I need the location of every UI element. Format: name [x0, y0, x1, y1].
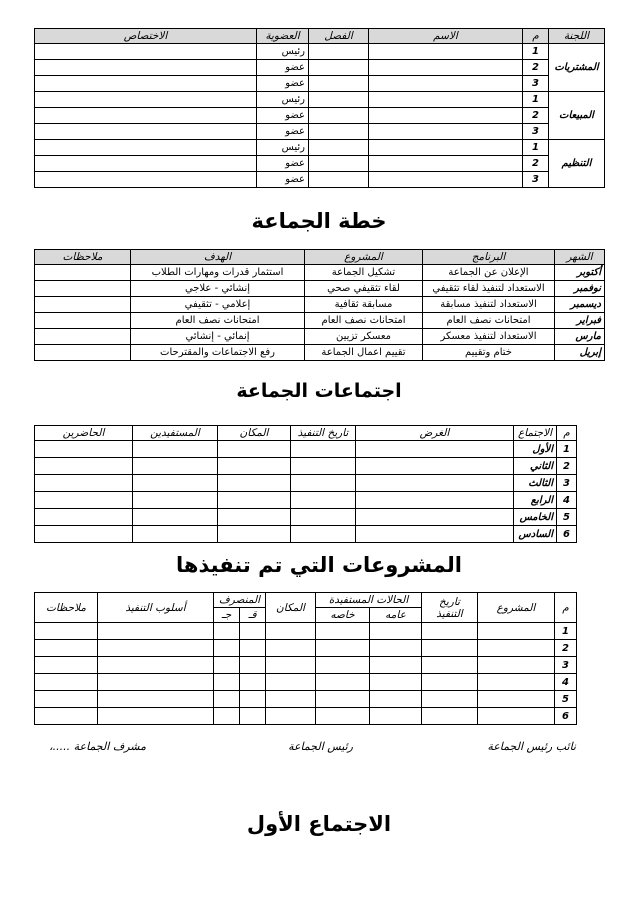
- project-private-cell: [316, 640, 370, 657]
- header-notes: ملاحظات: [35, 593, 98, 623]
- member-role: عضو: [257, 172, 309, 188]
- header-qirsh: قـ: [240, 608, 266, 623]
- member-specialty-cell: [35, 76, 257, 92]
- project-public-cell: [370, 657, 422, 674]
- project-qirsh-cell: [240, 691, 266, 708]
- member-name-cell: [369, 124, 523, 140]
- meeting-place-cell: [218, 492, 291, 509]
- plan-project: تقييم اعمال الجماعة: [305, 345, 423, 361]
- project-num: 3: [555, 657, 577, 674]
- project-notes-cell: [35, 657, 98, 674]
- member-role: رئيس: [257, 140, 309, 156]
- meeting-name: السادس: [514, 526, 557, 543]
- meeting-name: الرابع: [514, 492, 557, 509]
- member-name-cell: [369, 156, 523, 172]
- meeting-date-cell: [291, 441, 356, 458]
- plan-row: [35, 297, 605, 313]
- project-name-cell: [478, 623, 555, 640]
- meetings-header-row: [35, 426, 577, 441]
- header-meeting: الاجتماع: [514, 426, 557, 441]
- meeting-place-cell: [218, 475, 291, 492]
- project-name-cell: [478, 640, 555, 657]
- project-place-cell: [266, 691, 316, 708]
- plan-goal: إنشائي - علاجي: [131, 281, 305, 297]
- member-specialty-cell: [35, 172, 257, 188]
- footer-title: الاجتماع الأول: [246, 812, 392, 836]
- header-method: أسلوب التنفيذ: [97, 593, 213, 623]
- member-num: 1: [523, 140, 549, 156]
- member-num: 1: [523, 92, 549, 108]
- project-date-cell: [422, 623, 478, 640]
- project-place-cell: [266, 674, 316, 691]
- meeting-purpose-cell: [356, 509, 514, 526]
- meeting-place-cell: [218, 441, 291, 458]
- project-pound-cell: [213, 623, 239, 640]
- project-private-cell: [316, 623, 370, 640]
- committee-row: [35, 156, 605, 172]
- meeting-num: 6: [557, 526, 577, 543]
- header-name: الاسم: [369, 29, 523, 44]
- meeting-attendees-cell: [35, 458, 133, 475]
- member-specialty-cell: [35, 60, 257, 76]
- projects-table: [34, 592, 577, 725]
- meeting-attendees-cell: [35, 492, 133, 509]
- committee-name: المشتريات: [549, 44, 605, 92]
- committees-table: [34, 28, 605, 188]
- header-goal: الهدف: [131, 250, 305, 265]
- header-place: المكان: [266, 593, 316, 623]
- meeting-purpose-cell: [356, 458, 514, 475]
- plan-month: ديسمبر: [555, 297, 605, 313]
- header-month: الشهر: [555, 250, 605, 265]
- meeting-num: 5: [557, 509, 577, 526]
- plan-goal: رفع الاجتماعات والمقترحات: [131, 345, 305, 361]
- meeting-attendees-cell: [35, 475, 133, 492]
- member-role: عضو: [257, 108, 309, 124]
- meeting-purpose-cell: [356, 475, 514, 492]
- meeting-num: 1: [557, 441, 577, 458]
- plan-row: [35, 313, 605, 329]
- meetings-title: اجتماعات الجماعة: [236, 380, 402, 402]
- project-pound-cell: [213, 708, 239, 725]
- member-num: 3: [523, 172, 549, 188]
- project-row: [35, 623, 577, 640]
- header-membership: العضوية: [257, 29, 309, 44]
- plan-row: [35, 281, 605, 297]
- header-spent: المنصرف: [213, 593, 265, 608]
- header-project: المشروع: [305, 250, 423, 265]
- member-role: عضو: [257, 124, 309, 140]
- header-pound: جـ: [213, 608, 239, 623]
- member-class-cell: [309, 140, 369, 156]
- committee-row: [35, 140, 605, 156]
- member-num: 2: [523, 156, 549, 172]
- member-num: 2: [523, 60, 549, 76]
- meeting-beneficiaries-cell: [133, 526, 218, 543]
- plan-project: لقاء تثقيفي صحي: [305, 281, 423, 297]
- plan-month: نوفمبر: [555, 281, 605, 297]
- project-method-cell: [97, 623, 213, 640]
- project-qirsh-cell: [240, 657, 266, 674]
- projects-title: المشروعات التي تم تنفيذها: [176, 553, 462, 577]
- member-name-cell: [369, 172, 523, 188]
- plan-row: [35, 345, 605, 361]
- member-name-cell: [369, 76, 523, 92]
- member-role: عضو: [257, 156, 309, 172]
- meetings-table: [34, 425, 577, 543]
- project-row: [35, 640, 577, 657]
- member-num: 3: [523, 124, 549, 140]
- meeting-name: الثاني: [514, 458, 557, 475]
- meeting-attendees-cell: [35, 441, 133, 458]
- plan-goal: إنمائي - إنشائي: [131, 329, 305, 345]
- plan-notes: [35, 281, 131, 297]
- project-pound-cell: [213, 674, 239, 691]
- member-role: عضو: [257, 60, 309, 76]
- member-specialty-cell: [35, 124, 257, 140]
- project-method-cell: [97, 674, 213, 691]
- committee-row: [35, 44, 605, 60]
- plan-goal: إعلامي - تثقيفي: [131, 297, 305, 313]
- signature-supervisor: مشرف الجماعة .....،: [49, 740, 146, 753]
- project-date-cell: [422, 640, 478, 657]
- project-public-cell: [370, 640, 422, 657]
- meeting-date-cell: [291, 492, 356, 509]
- member-specialty-cell: [35, 92, 257, 108]
- member-class-cell: [309, 156, 369, 172]
- meeting-purpose-cell: [356, 492, 514, 509]
- plan-project: معسكر تزيين: [305, 329, 423, 345]
- project-private-cell: [316, 657, 370, 674]
- header-committee: اللجنة: [549, 29, 605, 44]
- member-class-cell: [309, 108, 369, 124]
- member-specialty-cell: [35, 108, 257, 124]
- header-num: م: [557, 426, 577, 441]
- meeting-name: الخامس: [514, 509, 557, 526]
- project-name-cell: [478, 657, 555, 674]
- member-name-cell: [369, 44, 523, 60]
- member-class-cell: [309, 60, 369, 76]
- project-place-cell: [266, 657, 316, 674]
- meeting-num: 4: [557, 492, 577, 509]
- project-place-cell: [266, 640, 316, 657]
- meeting-date-cell: [291, 526, 356, 543]
- project-row: [35, 691, 577, 708]
- committee-row: [35, 60, 605, 76]
- project-method-cell: [97, 691, 213, 708]
- project-qirsh-cell: [240, 708, 266, 725]
- meeting-beneficiaries-cell: [133, 492, 218, 509]
- project-num: 5: [555, 691, 577, 708]
- member-class-cell: [309, 76, 369, 92]
- header-project: المشروع: [478, 593, 555, 623]
- meeting-row: [35, 526, 577, 543]
- meeting-name: الأول: [514, 441, 557, 458]
- project-date-cell: [422, 674, 478, 691]
- member-name-cell: [369, 92, 523, 108]
- project-num: 2: [555, 640, 577, 657]
- project-qirsh-cell: [240, 623, 266, 640]
- meeting-row: [35, 441, 577, 458]
- project-pound-cell: [213, 691, 239, 708]
- project-notes-cell: [35, 674, 98, 691]
- plan-project: تشكيل الجماعة: [305, 265, 423, 281]
- header-class: الفصل: [309, 29, 369, 44]
- project-date-cell: [422, 691, 478, 708]
- project-name-cell: [478, 674, 555, 691]
- meeting-beneficiaries-cell: [133, 458, 218, 475]
- project-public-cell: [370, 691, 422, 708]
- plan-header-row: [35, 250, 605, 265]
- header-program: البرنامج: [423, 250, 555, 265]
- header-purpose: الغرض: [356, 426, 514, 441]
- committee-row: [35, 76, 605, 92]
- plan-notes: [35, 313, 131, 329]
- project-row: [35, 708, 577, 725]
- meeting-beneficiaries-cell: [133, 441, 218, 458]
- plan-month: مارس: [555, 329, 605, 345]
- project-method-cell: [97, 657, 213, 674]
- plan-program: ختام وتقييم: [423, 345, 555, 361]
- signature-vice-president: نائب رئيس الجماعة: [487, 740, 576, 753]
- header-date: تاريخ التنفيذ: [291, 426, 356, 441]
- plan-program: الاستعداد لتنفيذ معسكر: [423, 329, 555, 345]
- meeting-date-cell: [291, 458, 356, 475]
- member-role: رئيس: [257, 92, 309, 108]
- meeting-purpose-cell: [356, 526, 514, 543]
- member-class-cell: [309, 124, 369, 140]
- signature-president: رئيس الجماعة: [288, 740, 353, 753]
- member-role: عضو: [257, 76, 309, 92]
- project-notes-cell: [35, 623, 98, 640]
- meeting-attendees-cell: [35, 509, 133, 526]
- project-notes-cell: [35, 640, 98, 657]
- project-qirsh-cell: [240, 674, 266, 691]
- plan-program: الإعلان عن الجماعة: [423, 265, 555, 281]
- project-num: 4: [555, 674, 577, 691]
- meeting-attendees-cell: [35, 526, 133, 543]
- meeting-beneficiaries-cell: [133, 509, 218, 526]
- meeting-row: [35, 509, 577, 526]
- member-specialty-cell: [35, 156, 257, 172]
- header-place: المكان: [218, 426, 291, 441]
- member-name-cell: [369, 140, 523, 156]
- project-pound-cell: [213, 640, 239, 657]
- header-date: تاريخ التنفيذ: [422, 593, 478, 623]
- header-num: م: [523, 29, 549, 44]
- project-private-cell: [316, 674, 370, 691]
- plan-title: خطة الجماعة: [251, 209, 387, 233]
- project-pound-cell: [213, 657, 239, 674]
- header-specialty: الاختصاص: [35, 29, 257, 44]
- meeting-row: [35, 492, 577, 509]
- project-public-cell: [370, 708, 422, 725]
- meeting-num: 2: [557, 458, 577, 475]
- member-specialty-cell: [35, 44, 257, 60]
- member-num: 1: [523, 44, 549, 60]
- member-specialty-cell: [35, 140, 257, 156]
- project-name-cell: [478, 691, 555, 708]
- plan-project: مسابقة ثقافية: [305, 297, 423, 313]
- project-method-cell: [97, 640, 213, 657]
- meeting-row: [35, 475, 577, 492]
- project-notes-cell: [35, 708, 98, 725]
- header-private: خاصه: [316, 608, 370, 623]
- plan-notes: [35, 265, 131, 281]
- plan-table: [34, 249, 605, 361]
- plan-notes: [35, 345, 131, 361]
- plan-goal: استثمار قدرات ومهارات الطلاب: [131, 265, 305, 281]
- project-private-cell: [316, 708, 370, 725]
- member-class-cell: [309, 172, 369, 188]
- plan-goal: امتحانات نصف العام: [131, 313, 305, 329]
- plan-program: الاستعداد لتنفيذ مسابقة: [423, 297, 555, 313]
- header-attendees: الحاضرين: [35, 426, 133, 441]
- plan-month: أكتوبر: [555, 265, 605, 281]
- project-date-cell: [422, 708, 478, 725]
- project-date-cell: [422, 657, 478, 674]
- meeting-place-cell: [218, 458, 291, 475]
- plan-row: [35, 329, 605, 345]
- committee-row: [35, 92, 605, 108]
- project-row: [35, 674, 577, 691]
- header-public: عامه: [370, 608, 422, 623]
- committee-row: [35, 108, 605, 124]
- plan-project: امتحانات نصف العام: [305, 313, 423, 329]
- meeting-row: [35, 458, 577, 475]
- projects-header-row-1: [35, 593, 577, 608]
- meeting-date-cell: [291, 475, 356, 492]
- header-notes: ملاحظات: [35, 250, 131, 265]
- committee-row: [35, 172, 605, 188]
- meeting-purpose-cell: [356, 441, 514, 458]
- meeting-beneficiaries-cell: [133, 475, 218, 492]
- committee-row: [35, 124, 605, 140]
- header-beneficiaries: المستفيدين: [133, 426, 218, 441]
- member-name-cell: [369, 60, 523, 76]
- project-notes-cell: [35, 691, 98, 708]
- member-class-cell: [309, 92, 369, 108]
- project-num: 1: [555, 623, 577, 640]
- plan-notes: [35, 329, 131, 345]
- project-qirsh-cell: [240, 640, 266, 657]
- committee-name: المبيعات: [549, 92, 605, 140]
- member-name-cell: [369, 108, 523, 124]
- meeting-place-cell: [218, 509, 291, 526]
- plan-row: [35, 265, 605, 281]
- meeting-num: 3: [557, 475, 577, 492]
- plan-month: فبراير: [555, 313, 605, 329]
- meeting-place-cell: [218, 526, 291, 543]
- member-role: رئيس: [257, 44, 309, 60]
- committees-header-row: [35, 29, 605, 44]
- project-row: [35, 657, 577, 674]
- project-public-cell: [370, 623, 422, 640]
- plan-notes: [35, 297, 131, 313]
- project-method-cell: [97, 708, 213, 725]
- meeting-date-cell: [291, 509, 356, 526]
- member-class-cell: [309, 44, 369, 60]
- plan-program: امتحانات نصف العام: [423, 313, 555, 329]
- project-num: 6: [555, 708, 577, 725]
- meeting-name: الثالث: [514, 475, 557, 492]
- committee-name: التنظيم: [549, 140, 605, 188]
- project-private-cell: [316, 691, 370, 708]
- header-num: م: [555, 593, 577, 623]
- member-num: 3: [523, 76, 549, 92]
- plan-month: إبريل: [555, 345, 605, 361]
- project-public-cell: [370, 674, 422, 691]
- plan-program: الاستعداد لتنفيذ لقاء تثقيفي: [423, 281, 555, 297]
- project-name-cell: [478, 708, 555, 725]
- project-place-cell: [266, 623, 316, 640]
- member-num: 2: [523, 108, 549, 124]
- project-place-cell: [266, 708, 316, 725]
- header-beneficiaries: الحالات المستفيدة: [316, 593, 422, 608]
